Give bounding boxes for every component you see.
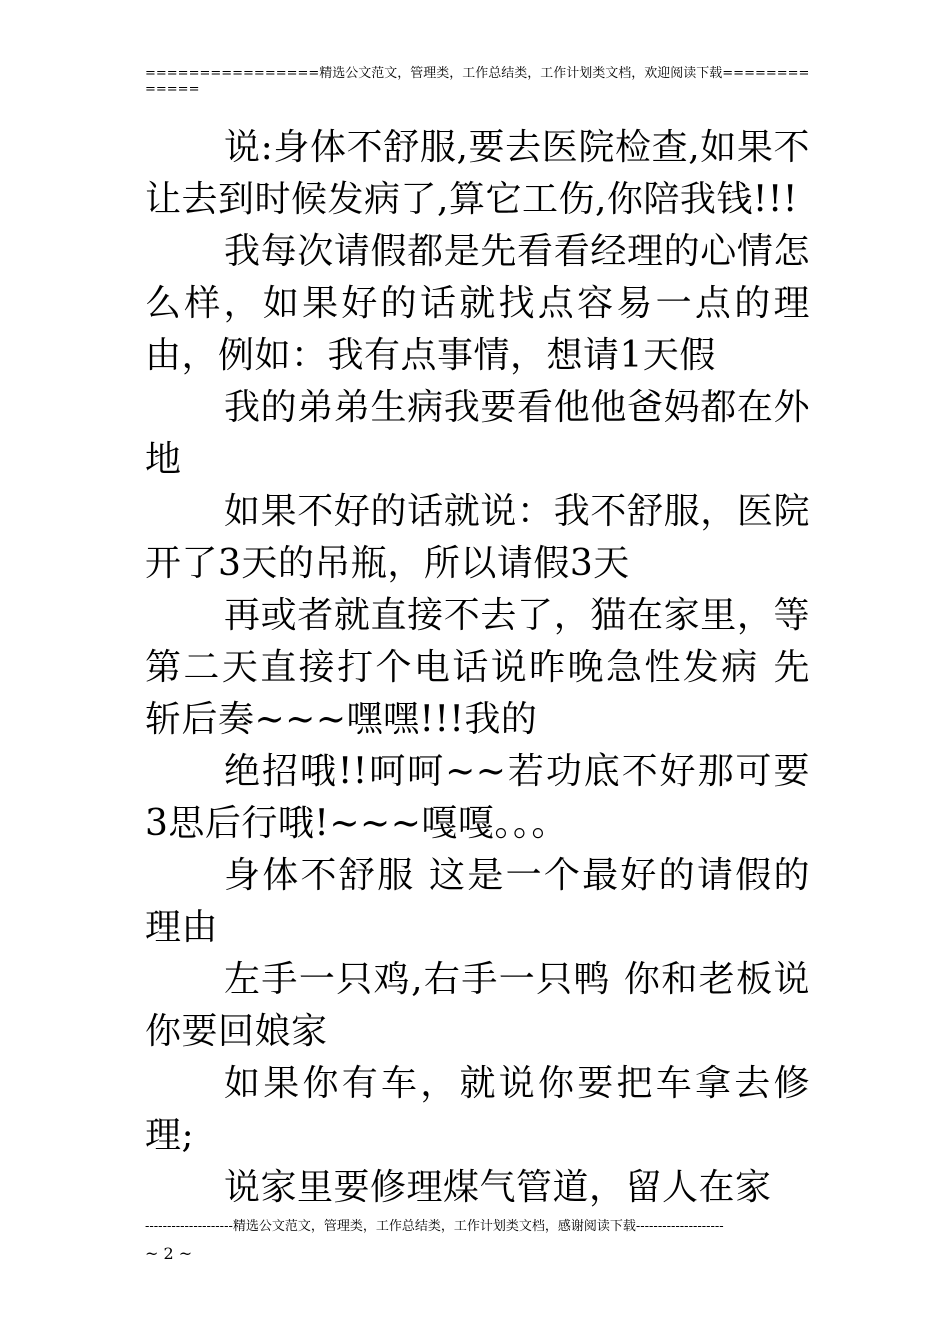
page-footer: --------------------精选公文范文，管理类，工作总结类，工作计划类文档，感谢阅读下载-------------------- [145, 1219, 724, 1234]
page-header: ================精选公文范文，管理类，工作总结类，工作计划类文档，欢迎阅读下载============= [145, 66, 810, 97]
paragraph: 左手一只鸡,右手一只鸭 你和老板说你要回娘家 [145, 959, 810, 1052]
paragraph: 说家里要修理煤气管道，留人在家 [224, 1167, 772, 1208]
paragraph: 我的弟弟生病我要看他他爸妈都在外地 [145, 387, 810, 480]
paragraph: 再或者就直接不去了，猫在家里，等第二天直接打个电话说昨晚急性发病 先斩后奏~~~嘿嘿!!!我的 [145, 595, 810, 740]
paragraph: 说:身体不舒服,要去医院检查,如果不让去到时候发病了,算它工伤,你陪我钱!!! [145, 127, 810, 220]
paragraph: 我每次请假都是先看看经理的心情怎么样，如果好的话就找点容易一点的理由，例如：我有点事情，想请1天假 [145, 231, 810, 376]
page-number: ~ 2 ~ [145, 1244, 193, 1263]
paragraph: 如果不好的话就说：我不舒服，医院开了3天的吊瓶，所以请假3天 [145, 491, 810, 584]
paragraph: 身体不舒服 这是一个最好的请假的理由 [145, 855, 810, 948]
document-body [145, 122, 810, 1214]
paragraph: 绝招哦!!呵呵~~若功底不好那可要3思后行哦!~~~嘎嘎。。。 [145, 751, 810, 844]
paragraph: 如果你有车，就说你要把车拿去修理; [145, 1063, 810, 1156]
